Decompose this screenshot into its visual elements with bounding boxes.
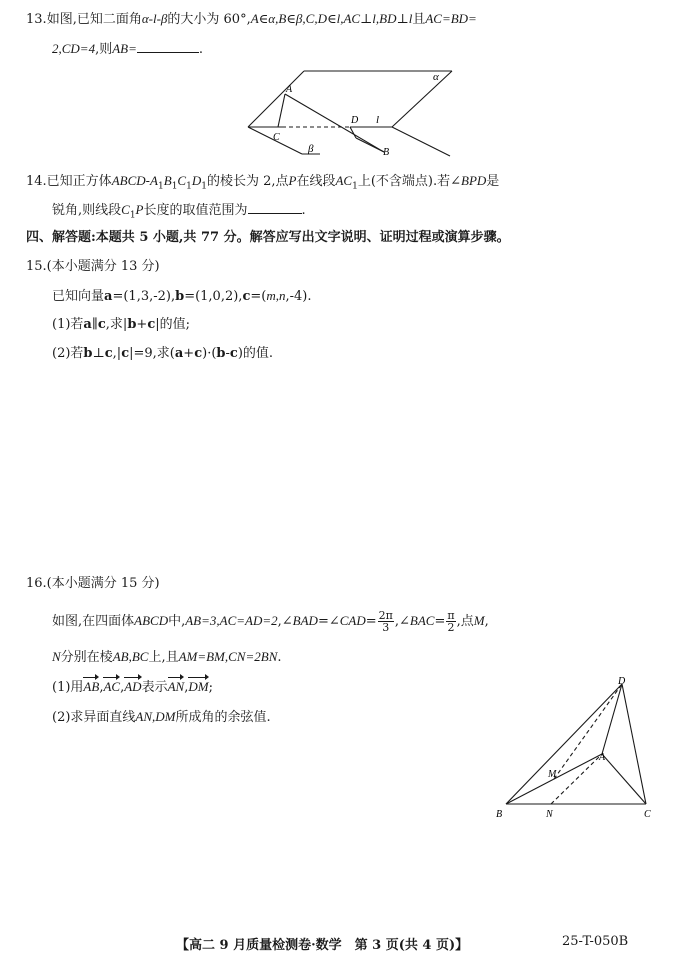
- q14-answer-blank: [248, 201, 302, 214]
- q13-label-beta: β: [308, 143, 314, 155]
- q16-part2: (2)求异面直线AN,DM所成角的余弦值.: [52, 709, 271, 725]
- q16-line1: 如图,在四面体ABCD中,AB=3,AC=AD=2,∠BAD=∠CAD= $\frac{2\pi}{3}$ ,∠BAC= $\frac{\pi}{2}$ ,点M,: [52, 609, 489, 634]
- q14-line2: 锐角,则线段$C_1P$长度的取值范围为 .: [52, 202, 306, 221]
- q16-label-A: A: [599, 752, 606, 763]
- q16-tetrahedron-figure: [492, 674, 662, 824]
- q16-label-N: N: [546, 809, 553, 820]
- q13-label-A: A: [286, 84, 293, 95]
- q15-title: 15.(本小题满分 13 分): [26, 259, 160, 274]
- q16-line2: N分别在棱AB,BC上,且AM=BM,CN=2BN.: [52, 649, 282, 665]
- q13-label-alpha: α: [433, 71, 439, 83]
- vector-DM: DM: [188, 679, 209, 694]
- q16-title: 16.(本小题满分 15 分): [26, 576, 160, 591]
- q16-part1: (1)用AB,AC,AD表示AN,DM;: [52, 679, 213, 695]
- q16-label-M: M: [548, 769, 557, 780]
- q16-label-D: D: [618, 676, 626, 687]
- vector-AB: AB: [83, 679, 100, 694]
- q16-fraction-2pi-3: $\frac{2\pi}{3}$: [378, 609, 393, 634]
- vector-AD: AD: [124, 679, 142, 694]
- q16-fraction-pi-2: $\frac{\pi}{2}$: [447, 609, 455, 634]
- q13-number: 13.: [26, 12, 47, 27]
- q13-line1: 13.如图,已知二面角α-l-β的大小为 60°,A∈α,B∈β,C,D∈l,AC⊥l,BD⊥l且AC=BD=: [26, 11, 477, 27]
- q13-label-C: C: [273, 132, 280, 143]
- q13-answer-blank: [137, 40, 199, 53]
- q16-label-C: C: [644, 809, 651, 820]
- q15-given: 已知向量a=(1,3,-2),b=(1,0,2),c=(m,n,-4).: [52, 288, 312, 304]
- q13-label-D: D: [351, 115, 359, 126]
- q13-label-B: B: [383, 147, 390, 158]
- page-footer-title: 【高二 9 月质量检测卷·数学 第 3 页(共 4 页)】: [176, 938, 469, 953]
- vector-AN: AN: [167, 679, 185, 694]
- q13-label-l: l: [376, 114, 380, 126]
- q13-line2: 2,CD=4,则AB= .: [52, 41, 204, 57]
- q16-label-B: B: [496, 809, 503, 820]
- q13-dihedral-figure: [240, 66, 462, 162]
- q15-part2: (2)若b⊥c,|c|=9,求(a+c)·(b-c)的值.: [52, 346, 274, 361]
- section-4-heading: 四、解答题:本题共 5 小题,共 77 分。解答应写出文字说明、证明过程或演算步骤。: [26, 230, 510, 245]
- q15-part1: (1)若a∥c,求|b+c|的值;: [52, 317, 190, 332]
- page-footer-code: 25-T-050B: [562, 934, 629, 949]
- q14-line1: 14.已知正方体ABCD-$A_1B_1C_1D_1$的棱长为 2,点P在线段$AC_1$上(不含端点).若∠BPD是: [26, 173, 500, 192]
- vector-AC: AC: [103, 679, 121, 694]
